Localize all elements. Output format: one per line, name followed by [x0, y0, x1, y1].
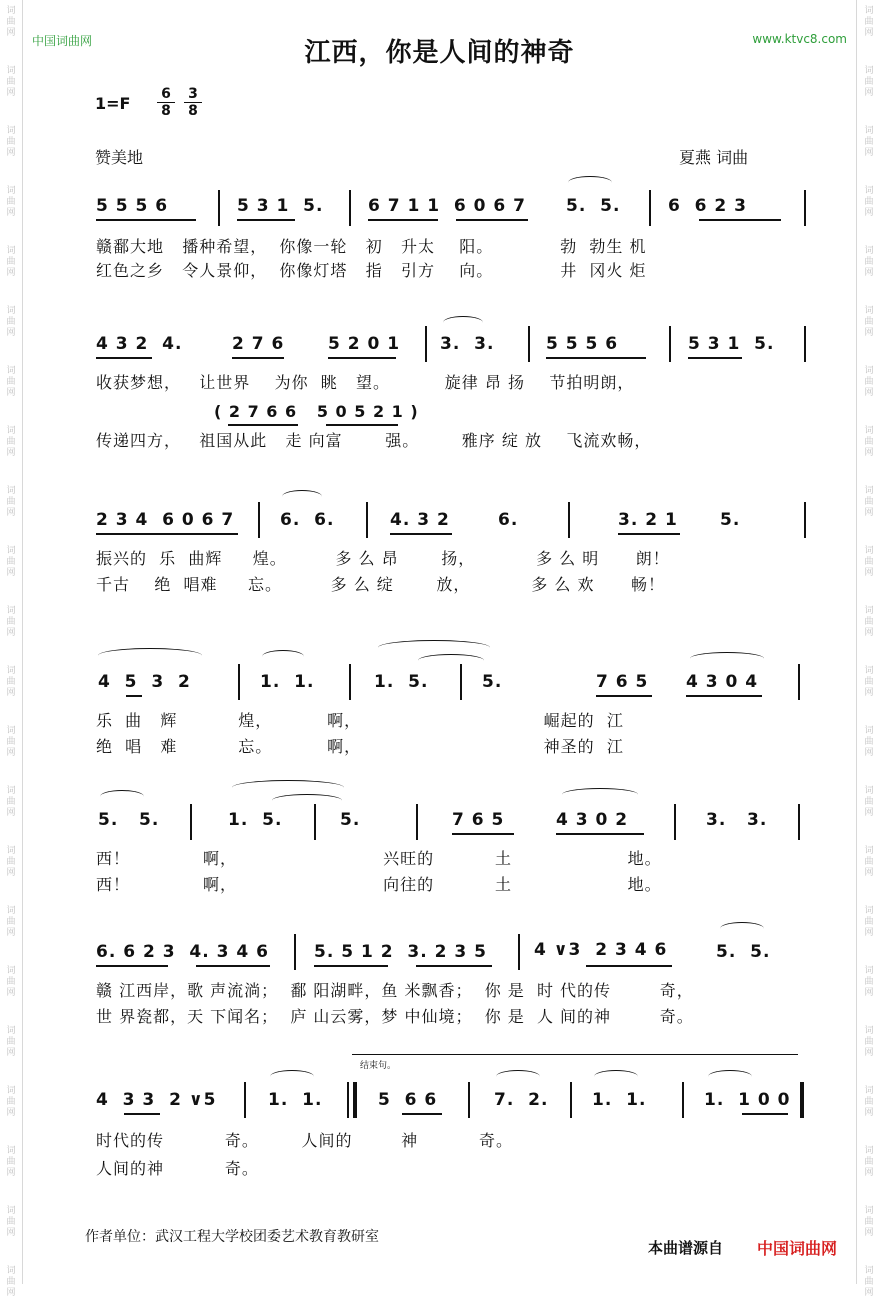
measure-notes: 1. 1. [268, 1090, 323, 1110]
measure-notes: 3. 2 1 [618, 510, 678, 530]
barline [314, 804, 316, 840]
ending-bracket-line [352, 1054, 798, 1055]
lyric-verse-1: 时代的传 奇。 人间的 神 奇。 [96, 1131, 514, 1150]
lyric-verse-1: 赣鄱大地 播种希望， 你像一轮 初 升太 阳。 勃 勃生 机 [96, 237, 647, 256]
beam-underline [402, 1113, 442, 1115]
watermark-text: 词 曲 网 [6, 1146, 16, 1178]
barline [347, 1082, 349, 1118]
barline [349, 190, 351, 226]
watermark-text: 词 曲 网 [864, 906, 874, 938]
measure-notes: 4 5 3 2 [98, 672, 191, 692]
measure-notes: 6. 6 2 3 4. 3 4 6 [96, 942, 269, 962]
lyric-verse-1: 收获梦想， 让世界 为你 眺 望。 旋律 昂 扬 节拍明朗， [96, 373, 635, 392]
watermark-text: 词 曲 网 [864, 366, 874, 398]
slur-arc [690, 652, 764, 665]
slur-arc [562, 788, 638, 801]
measure-notes: 5. 5. [98, 810, 160, 830]
watermark-text: 词 曲 网 [864, 546, 874, 578]
watermark-text: 词 曲 网 [864, 846, 874, 878]
beam-underline [96, 357, 152, 359]
barline [258, 502, 260, 538]
tie-arc [282, 490, 322, 503]
key-signature: 1=F [95, 94, 131, 113]
measure-notes: 4 3 0 2 [556, 810, 629, 830]
watermark-text: 词 曲 网 [864, 966, 874, 998]
measure-notes: 4 3 0 4 [686, 672, 759, 692]
time-signature-3-8: 3 8 [184, 86, 202, 119]
beam-underline [196, 965, 270, 967]
beam-underline [124, 1113, 160, 1115]
watermark-text: 词 曲 网 [864, 486, 874, 518]
measure-notes: 5 2 0 1 [328, 334, 401, 354]
watermark-text: 词 曲 网 [6, 666, 16, 698]
barline [190, 804, 192, 840]
watermark-text: 词 曲 网 [6, 6, 16, 38]
measure-notes: 1. 5. [228, 810, 283, 830]
slur-arc [98, 648, 202, 663]
beam-underline [228, 424, 298, 426]
beam-underline [126, 695, 142, 697]
watermark-text: 词 曲 网 [6, 906, 16, 938]
source-brand-link[interactable]: 中国词曲网 [757, 1239, 838, 1258]
beam-underline [232, 357, 284, 359]
left-margin-strip [0, 0, 23, 1298]
tie-arc [100, 790, 144, 803]
barline [804, 190, 806, 226]
tempo-marking: 赞美地 [95, 148, 144, 167]
beam-underline [742, 1113, 788, 1115]
barline [416, 804, 418, 840]
site-name-left: 中国词曲网 [32, 34, 93, 48]
watermark-text: 词 曲 网 [864, 1026, 874, 1058]
repeat-barline [353, 1082, 357, 1118]
measure-notes: 5. 5. [566, 196, 621, 216]
measure-notes: 5. [482, 672, 503, 692]
measure-notes: 5. 5. [716, 942, 771, 962]
beam-underline [556, 833, 644, 835]
lyric-verse-2: 世 界瓷都，天 下闻名； 庐 山云雾，梦 中仙境； 你 是 人 间的神 奇。 [96, 1007, 694, 1026]
measure-notes: 1. 1. [592, 1090, 647, 1110]
barline [682, 1082, 684, 1118]
beam-underline [326, 424, 398, 426]
beam-underline [416, 965, 492, 967]
watermark-text: 词 曲 网 [6, 786, 16, 818]
watermark-text: 词 曲 网 [864, 426, 874, 458]
composer-credit: 夏燕 词曲 [679, 148, 749, 167]
beam-underline [96, 965, 168, 967]
watermark-text: 词 曲 网 [864, 246, 874, 278]
watermark-text: 词 曲 网 [864, 306, 874, 338]
beam-underline [586, 965, 672, 967]
beam-underline [546, 357, 646, 359]
tie-arc [496, 1070, 540, 1083]
source-label: 本曲谱源自 [648, 1239, 724, 1257]
watermark-text: 词 曲 网 [6, 1086, 16, 1118]
measure-notes: 6. [498, 510, 519, 530]
slur-arc [232, 780, 344, 795]
lyric-verse-1: 振兴的 乐 曲辉 煌。 多 么 昂 扬， 多 么 明 朗！ [96, 549, 670, 568]
watermark-text: 词 曲 网 [6, 1026, 16, 1058]
watermark-text: 词 曲 网 [6, 246, 16, 278]
beam-underline [686, 695, 762, 697]
watermark-text: 词 曲 网 [6, 546, 16, 578]
measure-notes: 4. 3 2 [390, 510, 450, 530]
watermark-text: 词 曲 网 [6, 966, 16, 998]
measure-notes: 4 3 2 4. [96, 334, 183, 354]
measure-notes: 1. 5. [374, 672, 429, 692]
tie-arc [262, 650, 304, 663]
watermark-text: 词 曲 网 [864, 186, 874, 218]
measure-notes: 1. 1 0 0 [704, 1090, 791, 1110]
watermark-text: 词 曲 网 [864, 6, 874, 38]
lyric-verse-1: 西！ 啊， 兴旺的 土 地。 [96, 849, 662, 868]
measure-notes: 4 ∨3 2 3 4 6 [534, 940, 668, 960]
watermark-text: 词 曲 网 [864, 606, 874, 638]
measure-notes: 5. [720, 510, 741, 530]
beam-underline [328, 357, 396, 359]
beam-underline [390, 533, 452, 535]
site-url-right: www.ktvc8.com [752, 32, 847, 46]
tie-arc [708, 1070, 752, 1083]
beam-underline [237, 219, 295, 221]
right-margin-strip [856, 0, 879, 1298]
watermark-text: 词 曲 网 [864, 66, 874, 98]
watermark-text: 词 曲 网 [864, 1206, 874, 1238]
lyric-verse-2: 传递四方， 祖国从此 走 向富 强。 雅序 绽 放 飞流欢畅， [96, 431, 652, 450]
lyric-verse-1: 乐 曲 辉 煌， 啊， 崛起的 江 [96, 711, 624, 730]
author-unit: 作者单位：武汉工程大学校团委艺术教育教研室 [85, 1229, 379, 1245]
lyric-verse-2: 人间的神 奇。 [96, 1159, 259, 1178]
beam-underline [314, 965, 388, 967]
barline [460, 664, 462, 700]
watermark-text: 词 曲 网 [6, 486, 16, 518]
lyric-verse-2: 西！ 啊， 向往的 土 地。 [96, 875, 662, 894]
watermark-text: 词 曲 网 [864, 1146, 874, 1178]
beam-underline [688, 357, 742, 359]
barline [804, 502, 806, 538]
measure-notes: 3. 3. [440, 334, 495, 354]
measure-notes: 6 7 1 1 6 0 6 7 [368, 196, 526, 216]
watermark-text: 词 曲 网 [6, 726, 16, 758]
watermark-text: 词 曲 网 [864, 786, 874, 818]
measure-notes: 6. 6. [280, 510, 335, 530]
measure-notes: 7 6 5 [596, 672, 649, 692]
barline [238, 664, 240, 700]
barline [570, 1082, 572, 1118]
measure-notes: 5 5 5 6 [96, 196, 169, 216]
lyric-verse-2: 绝 唱 难 忘。 啊， 神圣的 江 [96, 737, 624, 756]
watermark-text: 词 曲 网 [6, 426, 16, 458]
watermark-text: 词 曲 网 [864, 666, 874, 698]
watermark-text: 词 曲 网 [6, 846, 16, 878]
barline [366, 502, 368, 538]
ending-label: 结束句。 [360, 1061, 397, 1071]
beam-underline [96, 219, 196, 221]
lyric-verse-2: 千古 绝 唱难 忘。 多 么 绽 放， 多 么 欢 畅！ [96, 575, 665, 594]
beam-underline [699, 219, 781, 221]
measure-notes: 5 3 1 5. [688, 334, 775, 354]
beam-underline [368, 219, 438, 221]
measure-notes: 7. 2. [494, 1090, 549, 1110]
tie-arc [720, 922, 764, 935]
barline [244, 1082, 246, 1118]
tie-arc [568, 176, 612, 189]
watermark-text: 词 曲 网 [6, 186, 16, 218]
barline [349, 664, 351, 700]
beam-underline [618, 533, 680, 535]
tie-arc [443, 316, 483, 329]
watermark-text: 词 曲 网 [6, 366, 16, 398]
measure-notes: 5. [340, 810, 361, 830]
beam-underline [596, 695, 652, 697]
intro-notes: ( 2 7 6 6 5 0 5 2 1 ) [214, 402, 419, 421]
song-title: 江西，你是人间的神奇 [304, 38, 575, 68]
barline [218, 190, 220, 226]
watermark-text: 词 曲 网 [864, 726, 874, 758]
barline [798, 664, 800, 700]
tie-arc [272, 794, 342, 807]
watermark-text: 词 曲 网 [864, 1086, 874, 1118]
tie-arc [594, 1070, 638, 1083]
measure-notes: 7 6 5 [452, 810, 505, 830]
measure-notes: 3. 3. [706, 810, 768, 830]
time-signature-6-8: 6 8 [157, 86, 175, 119]
beam-underline [456, 219, 528, 221]
lyric-verse-2: 红色之乡 令人景仰， 你像灯塔 指 引方 向。 井 冈火 炬 [96, 261, 647, 280]
beam-underline [96, 533, 238, 535]
lyric-verse-1: 赣 江西岸，歌 声流淌； 鄱 阳湖畔，鱼 米飘香； 你 是 时 代的传 奇， [96, 981, 694, 1000]
measure-notes: 5 5 5 6 [546, 334, 619, 354]
barline [669, 326, 671, 362]
barline [518, 934, 520, 970]
measure-notes: 5 3 1 5. [237, 196, 324, 216]
beam-underline [452, 833, 514, 835]
watermark-text: 词 曲 网 [6, 1206, 16, 1238]
watermark-text: 词 曲 网 [6, 66, 16, 98]
tie-arc [418, 654, 484, 667]
measure-notes: 2 3 4 6 0 6 7 [96, 510, 235, 530]
final-barline [800, 1082, 804, 1118]
barline [568, 502, 570, 538]
watermark-text: 词 曲 网 [6, 606, 16, 638]
measure-notes: 4 3 3 2 ∨5 [96, 1090, 217, 1110]
watermark-text: 词 曲 网 [864, 126, 874, 158]
watermark-text: 词 曲 网 [864, 1266, 874, 1298]
barline [804, 326, 806, 362]
measure-notes: 2 7 6 [232, 334, 285, 354]
barline [528, 326, 530, 362]
measure-notes: 5. 5 1 2 3. 2 3 5 [314, 942, 487, 962]
slur-arc [378, 640, 490, 655]
measure-notes: 5 6 6 [378, 1090, 438, 1110]
barline [294, 934, 296, 970]
tie-arc [270, 1070, 314, 1083]
barline [425, 326, 427, 362]
watermark-text: 词 曲 网 [6, 1266, 16, 1298]
barline [649, 190, 651, 226]
measure-notes: 1. 1. [260, 672, 315, 692]
watermark-text: 词 曲 网 [6, 306, 16, 338]
barline [798, 804, 800, 840]
barline [674, 804, 676, 840]
measure-notes: 6 6 2 3 [668, 196, 747, 216]
barline [468, 1082, 470, 1118]
watermark-text: 词 曲 网 [6, 126, 16, 158]
